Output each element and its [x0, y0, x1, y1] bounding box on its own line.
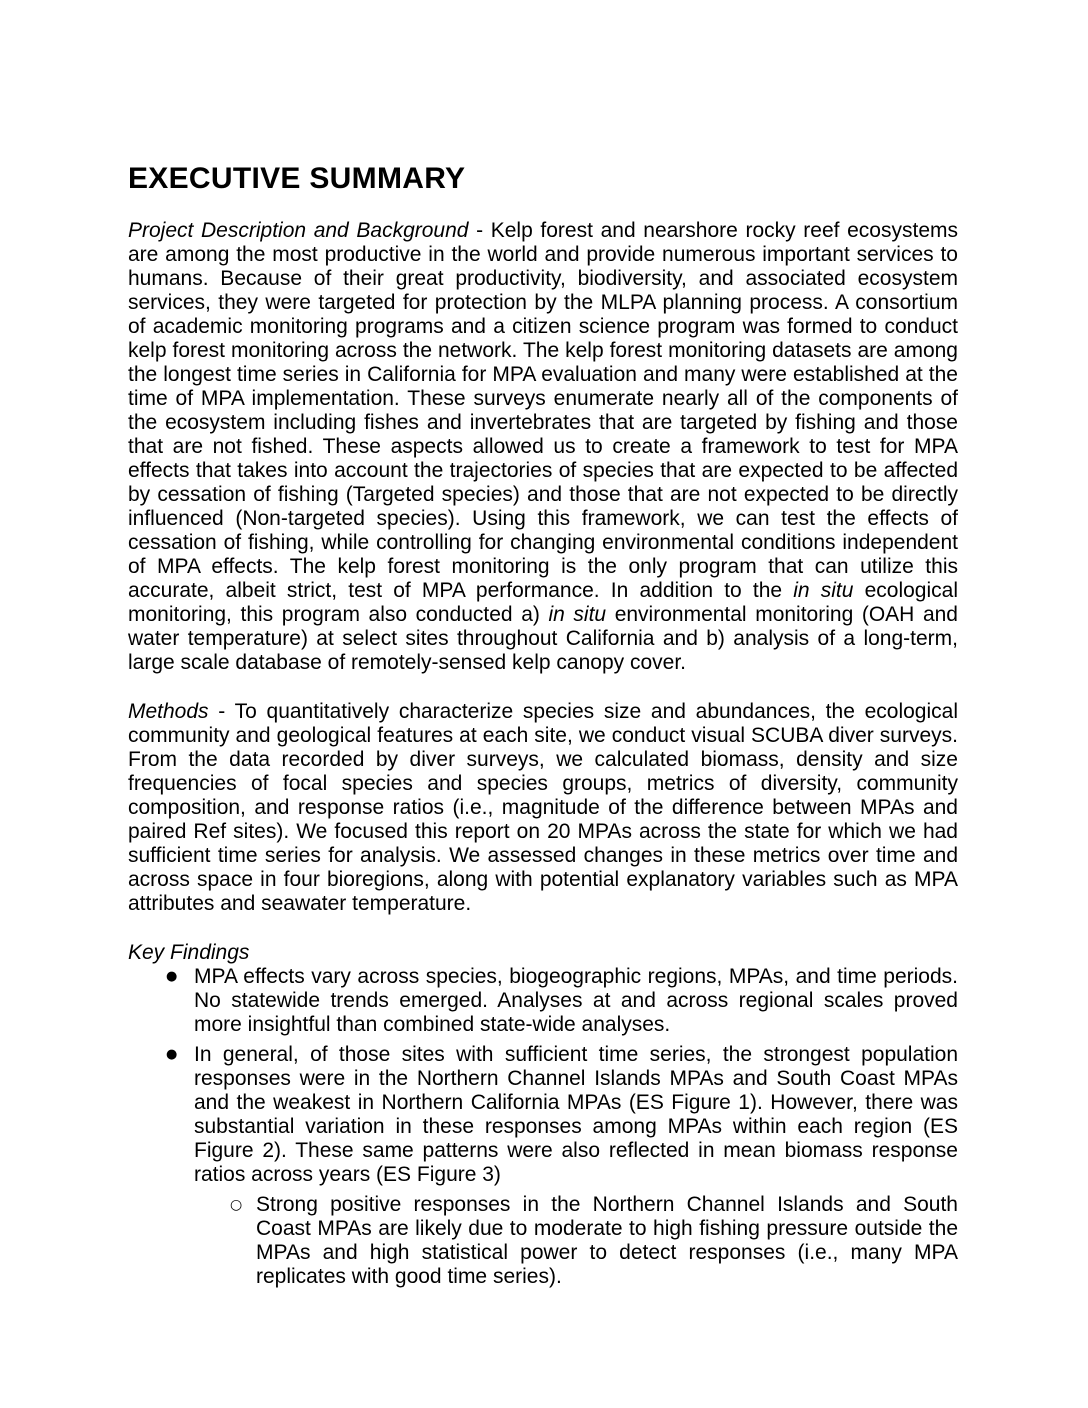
text-run: ecological monitoring, this program also conducted a): [128, 579, 958, 626]
sub-bullet-text: Strong positive responses in the Northern Channel Islands and South Coast MPAs are likely due to moderate to high fishing pressure outside the MPAs and high statistical power to detect responses (i.e., many MPA replicates with good time series).: [256, 1193, 958, 1288]
open-bullet-icon: ○: [230, 1197, 243, 1213]
paragraph-methods: [128, 700, 958, 916]
bullet-icon: ●: [166, 1047, 178, 1062]
list-item: [128, 965, 958, 1037]
text-run: - Kelp forest and nearshore rocky reef ecosystems are among the most productive in the world and provide numerous important services to humans. Because of their great productivity, biodiversity, and associated ecosystem services, they were targeted for protection by the MLPA planning process. A consortium of academic monitoring programs and a citizen science program was formed to conduct kelp forest monitoring across the network. The kelp forest monitoring datasets are among the longest time series in California for MPA evaluation and many were established at the time of MPA implementation. These surveys enumerate nearly all of the components of the ecosystem including fishes and invertebrates that are targeted by fishing and those that are not fished. These aspects allowed us to create a framework to test for MPA effects that takes into account the trajectories of species that are expected to be affected by cessation of fishing (Targeted species) and those that are not expected to be directly influenced (Non-targeted species). Using this framework, we can test the effects of cessation of fishing, while controlling for changing environmental conditions independent of MPA effects. The kelp forest monitoring is the only program that can utilize this accurate, albeit strict, test of MPA performance. In addition to the: [128, 219, 958, 602]
text-run-italic: in situ: [793, 579, 854, 602]
paragraph-project-description: [128, 219, 958, 675]
text-run-italic: Methods: [128, 700, 209, 723]
list-item: [128, 1043, 958, 1187]
bullet-icon: ●: [166, 969, 178, 984]
page-title: EXECUTIVE SUMMARY: [128, 162, 466, 195]
bullet-text: In general, of those sites with sufficient time series, the strongest population responses were in the Northern Channel Islands MPAs and South Coast MPAs and the weakest in Northern California MPAs (ES Figure 1). However, there was substantial variation in these responses among MPAs within each region (ES Figure 2). These same patterns were also reflected in mean biomass response ratios across years (ES Figure 3): [194, 1043, 958, 1186]
text-run: - To quantitatively characterize species size and abundances, the ecological community and geological features at each site, we conduct visual SCUBA diver surveys. From the data recorded by diver surveys, we calculated biomass, density and size frequencies of focal species and species groups, metrics of diversity, community composition, and response ratios (i.e., magnitude of the difference between MPAs and paired Ref sites). We focused this report on 20 MPAs across the state for which we had sufficient time series for analysis. We assessed changes in these metrics over time and across space in four bioregions, along with potential explanatory variables such as MPA attributes and seawater temperature.: [128, 700, 958, 915]
sub-list-item: [128, 1193, 958, 1289]
text-run: environmental monitoring (OAH and water temperature) at select sites throughout California and b) analysis of a long-term, large scale database of remotely-sensed kelp canopy cover.: [128, 603, 958, 674]
key-findings-list: [128, 965, 958, 1289]
text-run-italic: Project Description and Background: [128, 219, 469, 242]
key-findings-heading: Key Findings: [128, 941, 250, 964]
bullet-text: MPA effects vary across species, biogeographic regions, MPAs, and time periods. No statewide trends emerged. Analyses at and across regional scales proved more insightful than combined state-wide analyses.: [194, 965, 958, 1036]
text-run-italic: in situ: [548, 603, 607, 626]
